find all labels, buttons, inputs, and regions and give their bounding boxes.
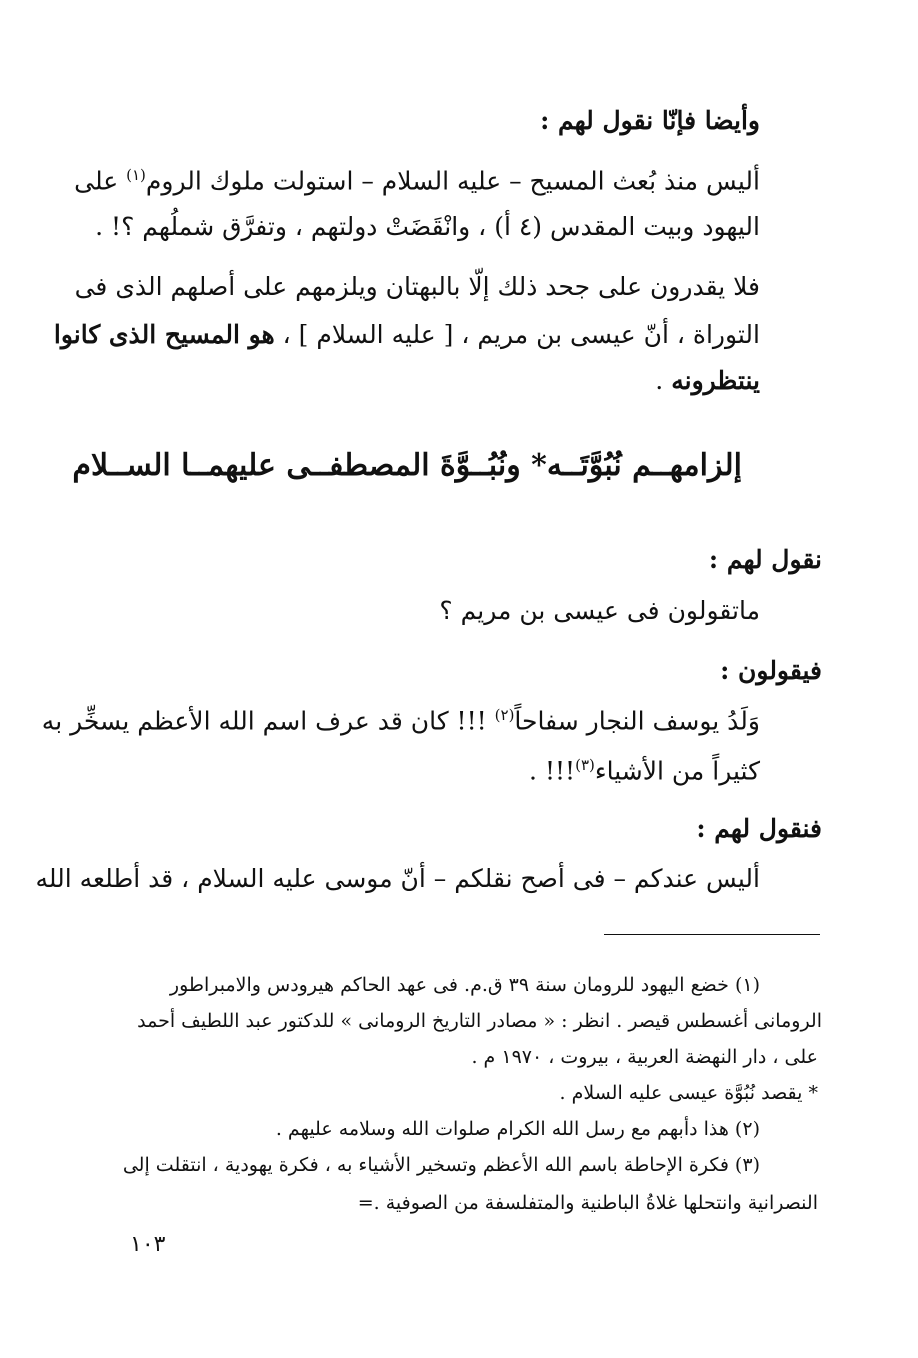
paragraph-1-line-2: اليهود وبيت المقدس (٤ أ) ، وانْقَضَتْ دولتهم ، وتفرَّق شملُهم ؟! . [95,212,760,241]
answer-text-c: كثيراً من الأشياء [594,756,760,786]
paragraph-2-line-2 [54,320,760,349]
question-text: ماتقولون فى عيسى بن مريم ؟ [439,596,760,625]
paragraph-2-line-3 [655,366,760,395]
paragraph-2-period: . [655,366,672,395]
footnote-3-line-2: النصرانية وانتحلها غلاةُ الباطنية والمتفلسفة من الصوفية .= [357,1192,818,1214]
question-label: نقول لهم : [708,545,822,574]
footnote-1-line-3: على ، دار النهضة العربية ، بيروت ، ١٩٧٠ م . [471,1046,818,1068]
footnote-1-line-1: (١) خضع اليهود للرومان سنة ٣٩ ق.م. فى عهد الحاكم هيرودس والامبراطور [169,974,760,996]
paragraph-2-emphasis: هو المسيح الذى كانوا [53,320,275,349]
paragraph-1-text: أليس منذ بُعث المسيح – عليه السلام – استولت ملوك الروم [145,166,760,196]
reply-label: فنقول لهم : [696,814,822,843]
answer-label: فيقولون : [720,656,822,685]
page-number: ١٠٣ [130,1232,166,1257]
paragraph-2-text: التوراة ، أنّ عيسى بن مريم ، [ عليه السلام ] ، [274,320,760,349]
paragraph-2-line-1: فلا يقدرون على جحد ذلك إلّا بالبهتان ويلزمهم على أصلهم الذى فى [74,272,760,301]
paragraph-1-text-end: على [74,166,127,196]
footnote-star: * يقصد نُبُوَّة عيسى عليه السلام . [559,1082,818,1104]
footnote-ref-3: (٣) [575,756,595,774]
footnote-separator [604,934,820,935]
answer-text-a: وَلَدُ يوسف النجار سفاحاً [514,706,760,736]
answer-text-d: !!! . [529,756,576,786]
paragraph-2-emphasis-end: ينتظرونه [671,366,760,395]
footnote-ref-2: (٢) [494,706,515,724]
footnote-ref-1: (١) [126,166,146,184]
intro-label: وأيضا فإنّا نقول لهم : [540,106,760,135]
section-heading: إلزامهــم نُبُوَّتَــه* ونُبُــوَّةَ المصطفــى عليهمــا الســلام [72,448,742,483]
footnote-3-line-1: (٣) فكرة الإحاطة باسم الله الأعظم وتسخير الأشياء به ، فكرة يهودية ، انتقلت إلى [122,1154,760,1176]
answer-line-2 [529,756,760,785]
footnote-1-line-2: الرومانى أغسطس قيصر . انظر : « مصادر التاريخ الرومانى » للدكتور عبد اللطيف أحمد [137,1010,822,1032]
reply-line-1: أليس عندكم – فى أصح نقلكم – أنّ موسى عليه السلام ، قد أطلعه الله [35,864,760,893]
answer-line-1 [42,706,760,735]
paragraph-1-line-1 [74,166,760,195]
footnote-2: (٢) هذا دأبهم مع رسل الله الكرام صلوات الله وسلامه عليهم . [275,1118,760,1140]
answer-text-b: !!! كان قد عرف اسم الله الأعظم يسخِّر به [41,706,495,736]
